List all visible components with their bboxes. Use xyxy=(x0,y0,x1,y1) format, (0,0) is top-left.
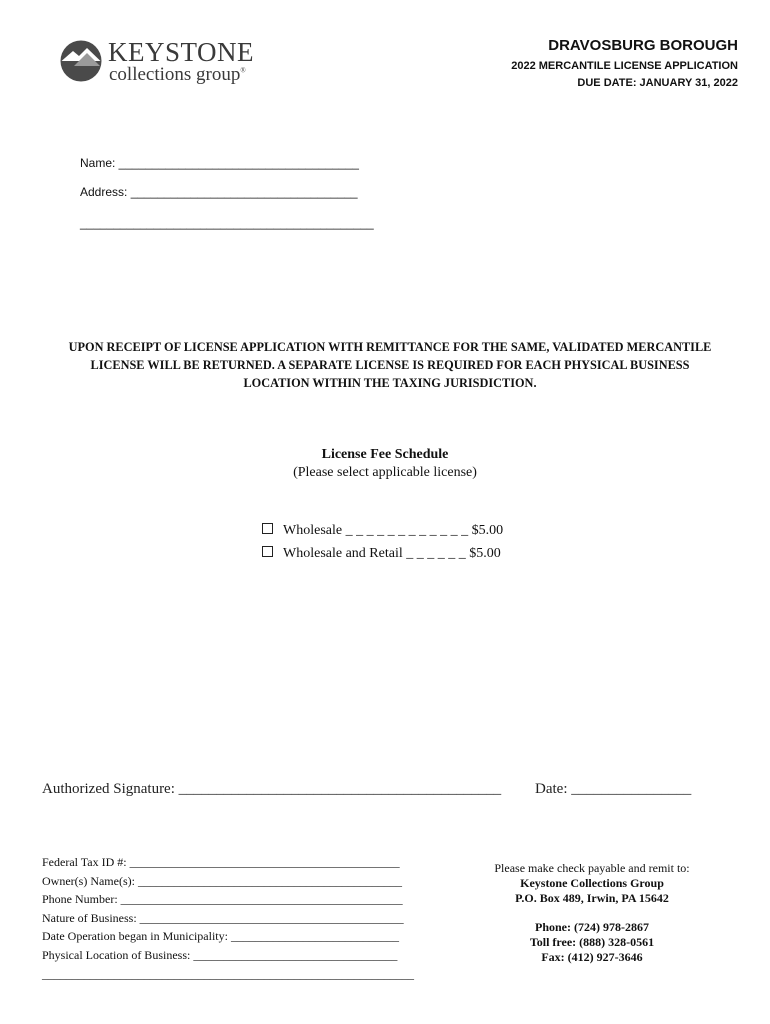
authorized-signature-field[interactable]: Authorized Signature: ___________________________________________ xyxy=(42,781,502,797)
option-wholesale[interactable] xyxy=(262,523,503,539)
remit-address: P.O. Box 489, Irwin, PA 15642 xyxy=(515,891,669,905)
date-operation-began-field[interactable]: Date Operation began in Municipality: ____________________________ xyxy=(42,929,399,943)
owner-names-field[interactable]: Owner(s) Name(s): ____________________________________________ xyxy=(42,874,402,888)
address-field[interactable]: Address: __________________________________ xyxy=(80,185,358,199)
remit-company: Keystone Collections Group xyxy=(520,876,664,890)
fee-schedule-subtitle: (Please select applicable license) xyxy=(293,465,477,480)
logo-subtitle: collections group® xyxy=(109,64,246,85)
option-label: Wholesale _ _ _ _ _ _ _ _ _ _ _ _ $5.00 xyxy=(283,523,504,538)
phone-number-field[interactable]: Phone Number: _______________________________________________ xyxy=(42,892,403,906)
remit-fax: Fax: (412) 927-3646 xyxy=(541,950,643,964)
physical-location-field[interactable]: Physical Location of Business: __________________________________ xyxy=(42,948,398,962)
remit-tollfree: Toll free: (888) 328-0561 xyxy=(529,935,655,949)
address-line2-field[interactable]: ____________________________________________ xyxy=(80,216,374,230)
due-date: DUE DATE: JANUARY 31, 2022 xyxy=(577,77,738,89)
option-label: Wholesale and Retail _ _ _ _ _ _ $5.00 xyxy=(283,546,501,561)
fee-schedule-title: License Fee Schedule xyxy=(321,447,449,462)
name-field[interactable]: Name: ____________________________________ xyxy=(80,156,359,170)
physical-location-line2-field[interactable]: ______________________________________________________________ xyxy=(42,967,414,981)
date-field[interactable]: Date: ________________ xyxy=(535,781,692,797)
nature-of-business-field[interactable]: Nature of Business: ____________________________________________ xyxy=(42,911,404,925)
license-notice: UPON RECEIPT OF LICENSE APPLICATION WITH REMITTANCE FOR THE SAME, VALIDATED MERCANTILE LICENSE WILL BE RETURNED. A SEPARATE LICENSE IS REQUIRED FOR EACH PHYSICAL BUSINESS LOCATION WITHIN THE TAXING JURISDICTION. xyxy=(68,340,712,390)
application-title: 2022 MERCANTILE LICENSE APPLICATION xyxy=(511,60,738,72)
checkbox-icon[interactable] xyxy=(262,546,273,557)
federal-tax-id-field[interactable]: Federal Tax ID #: _____________________________________________ xyxy=(42,855,400,869)
logo-name: KEYSTONE xyxy=(108,37,255,67)
remit-intro: Please make check payable and remit to: xyxy=(494,861,690,875)
checkbox-icon[interactable] xyxy=(262,523,273,534)
borough-title: DRAVOSBURG BOROUGH xyxy=(548,37,738,54)
remit-phone: Phone: (724) 978-2867 xyxy=(535,920,649,934)
option-wholesale-retail[interactable] xyxy=(262,546,501,562)
keystone-logo-icon xyxy=(60,40,102,82)
